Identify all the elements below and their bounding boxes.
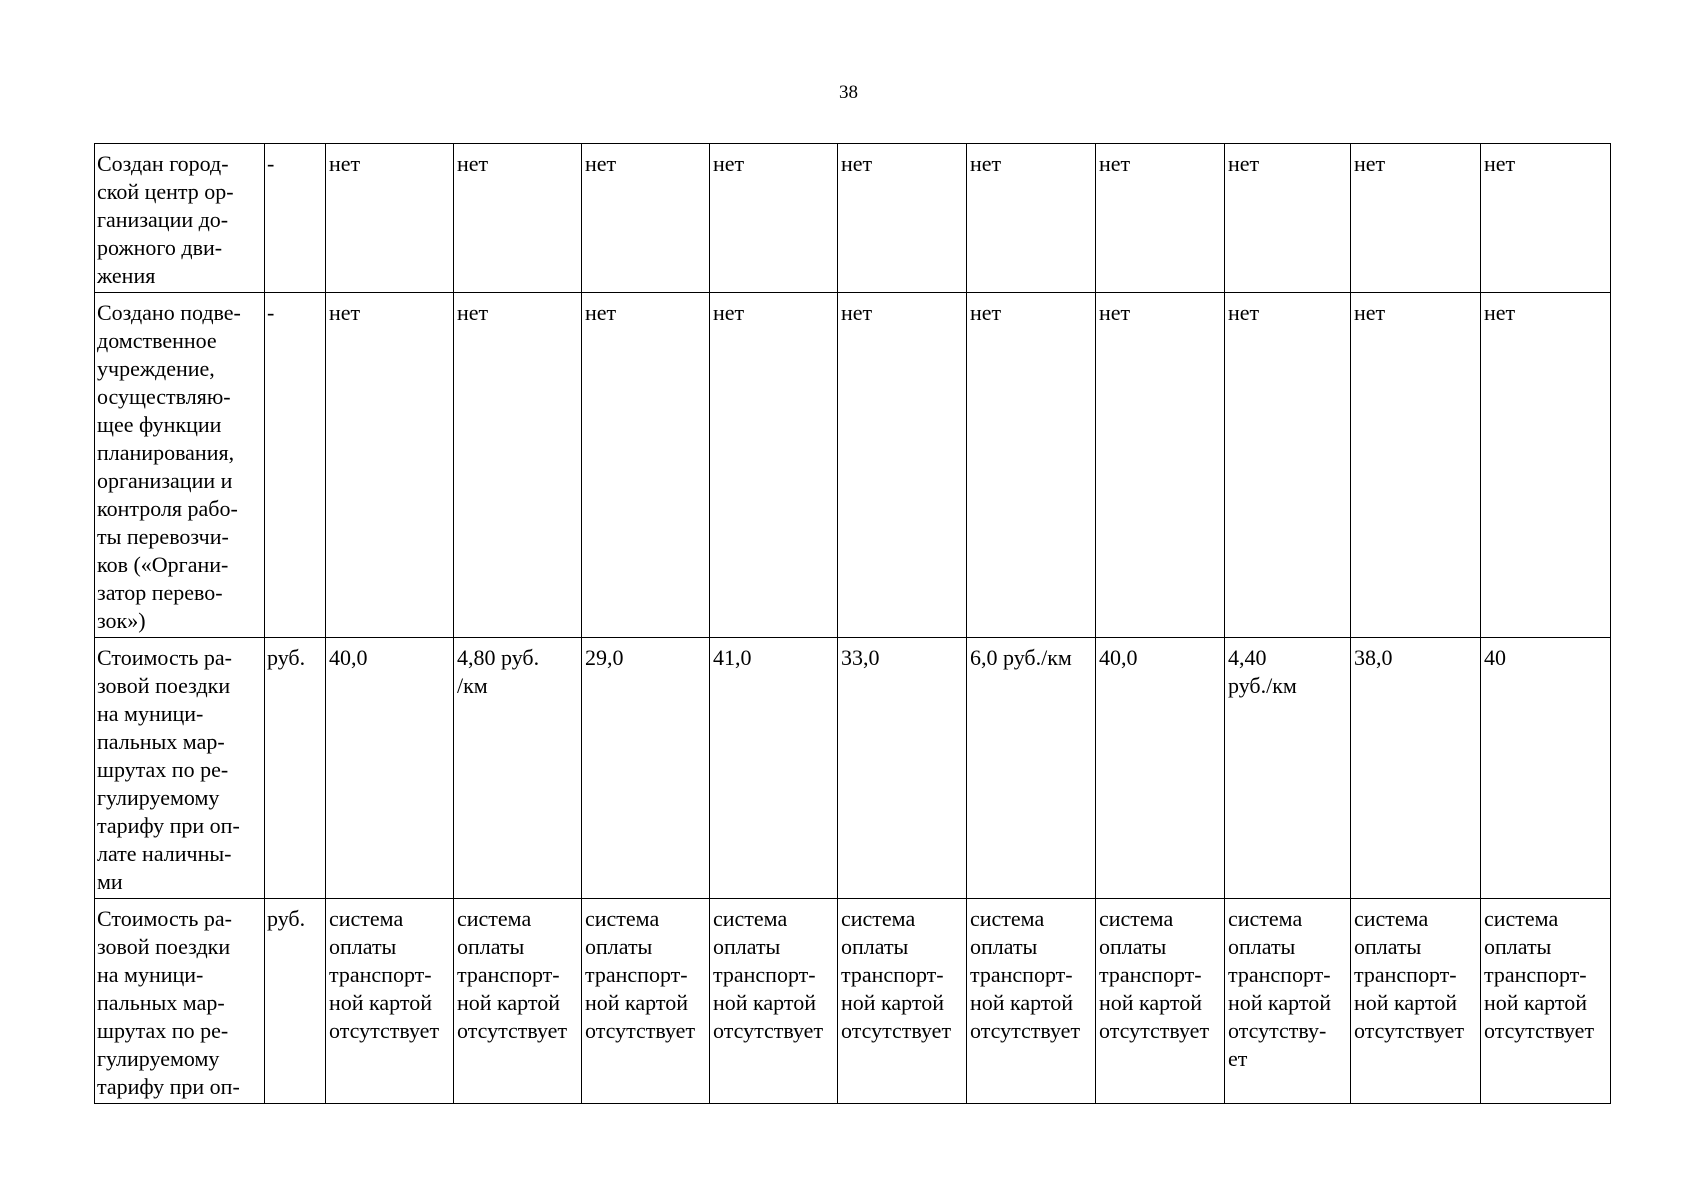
value-line: нет [841,300,873,325]
value-line: транспорт- [585,962,688,987]
value-cell [838,899,967,1104]
label-line: Стоимость ра- [97,645,232,670]
value-cell [1351,293,1481,638]
value-cell [1481,899,1611,1104]
label-line: шрутах по ре- [97,757,229,782]
value-line: транспорт- [1484,962,1587,987]
value-line: нет [585,300,617,325]
table-row [95,144,1611,293]
value-cell [1225,144,1351,293]
value-line: 33,0 [841,645,880,670]
value-cell [326,638,454,899]
indicator-label-cell [95,144,265,293]
value-cell [1225,293,1351,638]
value-cell [1096,899,1225,1104]
value-line: нет [1354,151,1386,176]
label-line: зовой поездки [97,673,231,698]
label-line: щее функции [97,412,222,437]
value-line: нет [970,300,1002,325]
value-line: ной картой [585,990,688,1015]
label-line: пальных мар- [97,990,225,1015]
value-line: оплаты [1099,934,1167,959]
value-line: 40 [1484,645,1506,670]
value-line: система [585,906,660,931]
value-line: отсутствует [970,1018,1081,1043]
value-cell [582,899,710,1104]
value-line: 41,0 [713,645,752,670]
value-line: /км [457,673,488,698]
value-line: нет [1484,300,1516,325]
value-line: 38,0 [1354,645,1393,670]
value-cell [967,899,1096,1104]
value-line: 29,0 [585,645,624,670]
unit-cell: руб. [265,899,326,1104]
value-cell [710,293,838,638]
value-line: отсутствует [841,1018,952,1043]
value-cell [967,638,1096,899]
value-line: ной картой [1484,990,1587,1015]
label-line: контроля рабо- [97,496,238,521]
value-line: нет [1484,151,1516,176]
label-line: гулируемому [97,1046,220,1071]
value-line: ной картой [713,990,816,1015]
table-row [95,899,1611,1104]
label-line: ков («Органи- [97,552,229,577]
value-cell [582,144,710,293]
label-line: организации и [97,468,233,493]
indicator-label-cell [95,899,265,1104]
unit-cell: - [265,293,326,638]
label-line: зок») [97,608,146,633]
value-cell [1351,638,1481,899]
label-line: пальных мар- [97,729,225,754]
label-line: учреждение, [97,356,215,381]
label-line: ской центр ор- [97,179,234,204]
value-line: оплаты [585,934,653,959]
value-cell [838,638,967,899]
value-line: ет [1228,1046,1248,1071]
value-cell [326,899,454,1104]
value-cell [582,293,710,638]
value-line: отсутствует [329,1018,440,1043]
label-line: планирования, [97,440,235,465]
value-line: нет [1099,300,1131,325]
value-cell [326,144,454,293]
label-line: тарифу при оп- [97,813,240,838]
value-line: 4,40 [1228,645,1267,670]
value-line: ной картой [1228,990,1331,1015]
value-line: отсутствует [1354,1018,1465,1043]
value-line: ной картой [1099,990,1202,1015]
value-line: отсутствует [713,1018,824,1043]
value-line: транспорт- [970,962,1073,987]
value-cell [1351,144,1481,293]
value-line: система [329,906,404,931]
value-line: ной картой [970,990,1073,1015]
value-line: транспорт- [1099,962,1202,987]
value-line: 6,0 руб./км [970,645,1072,670]
value-cell [454,638,582,899]
label-line: домственное [97,328,217,353]
value-cell [1096,638,1225,899]
value-line: система [457,906,532,931]
indicator-label-cell [95,638,265,899]
value-line: ной картой [457,990,560,1015]
indicator-label-cell [95,293,265,638]
label-line: гулируемому [97,785,220,810]
label-line: Создано подве- [97,300,241,325]
label-line: ты перевозчи- [97,524,229,549]
value-line: ной картой [1354,990,1457,1015]
label-line: жения [97,263,156,288]
value-line: ной картой [841,990,944,1015]
value-cell [1096,144,1225,293]
value-line: нет [713,151,745,176]
value-line: транспорт- [329,962,432,987]
label-line: Создан город- [97,151,229,176]
value-cell [1481,638,1611,899]
value-line: нет [1099,151,1131,176]
value-line: отсутствует [457,1018,568,1043]
label-line: ми [97,869,123,894]
value-cell [454,899,582,1104]
value-line: нет [1228,151,1260,176]
value-line: оплаты [970,934,1038,959]
value-line: оплаты [1484,934,1552,959]
value-line: ной картой [329,990,432,1015]
value-cell [838,293,967,638]
value-line: оплаты [1228,934,1296,959]
label-line: лате наличны- [97,841,232,866]
value-line: отсутству- [1228,1018,1327,1043]
label-line: затор перево- [97,580,223,605]
value-line: оплаты [713,934,781,959]
label-line: шрутах по ре- [97,1018,229,1043]
value-line: нет [970,151,1002,176]
value-cell [1351,899,1481,1104]
label-line: ганизации до- [97,207,229,232]
value-cell [967,293,1096,638]
value-line: 40,0 [1099,645,1138,670]
value-cell [967,144,1096,293]
value-line: система [1484,906,1559,931]
label-line: на муници- [97,701,204,726]
value-line: оплаты [1354,934,1422,959]
value-line: отсутствует [1099,1018,1210,1043]
value-line: нет [457,300,489,325]
value-line: система [713,906,788,931]
value-line: система [1228,906,1303,931]
value-line: отсутствует [1484,1018,1595,1043]
value-line: оплаты [841,934,909,959]
value-line: транспорт- [457,962,560,987]
value-cell [710,638,838,899]
label-line: рожного дви- [97,235,223,260]
value-line: нет [713,300,745,325]
value-line: нет [329,300,361,325]
value-cell [582,638,710,899]
value-line: нет [1354,300,1386,325]
value-cell [1225,899,1351,1104]
value-line: система [841,906,916,931]
value-cell [1481,293,1611,638]
value-line: система [1099,906,1174,931]
value-cell [1481,144,1611,293]
value-line: нет [585,151,617,176]
indicator-table [94,143,1611,1104]
unit-cell: - [265,144,326,293]
value-cell [1225,638,1351,899]
value-line: система [1354,906,1429,931]
label-line: зовой поездки [97,934,231,959]
label-line: осуществляю- [97,384,231,409]
value-cell [326,293,454,638]
value-line: нет [329,151,361,176]
value-cell [454,144,582,293]
table-row [95,293,1611,638]
label-line: тарифу при оп- [97,1074,240,1099]
value-cell [710,144,838,293]
label-line: на муници- [97,962,204,987]
value-line: система [970,906,1045,931]
value-line: руб./км [1228,673,1297,698]
value-cell [1096,293,1225,638]
value-line: транспорт- [841,962,944,987]
value-line: 40,0 [329,645,368,670]
value-line: оплаты [329,934,397,959]
value-line: 4,80 руб. [457,645,540,670]
value-line: оплаты [457,934,525,959]
table-row [95,638,1611,899]
table-body [95,144,1611,1104]
value-cell [454,293,582,638]
value-line: транспорт- [1228,962,1331,987]
page-number: 38 [839,82,858,103]
value-line: нет [841,151,873,176]
value-line: транспорт- [713,962,816,987]
value-cell [710,899,838,1104]
value-cell [838,144,967,293]
value-line: нет [457,151,489,176]
label-line: Стоимость ра- [97,906,232,931]
value-line: нет [1228,300,1260,325]
value-line: транспорт- [1354,962,1457,987]
unit-cell: руб. [265,638,326,899]
value-line: отсутствует [585,1018,696,1043]
